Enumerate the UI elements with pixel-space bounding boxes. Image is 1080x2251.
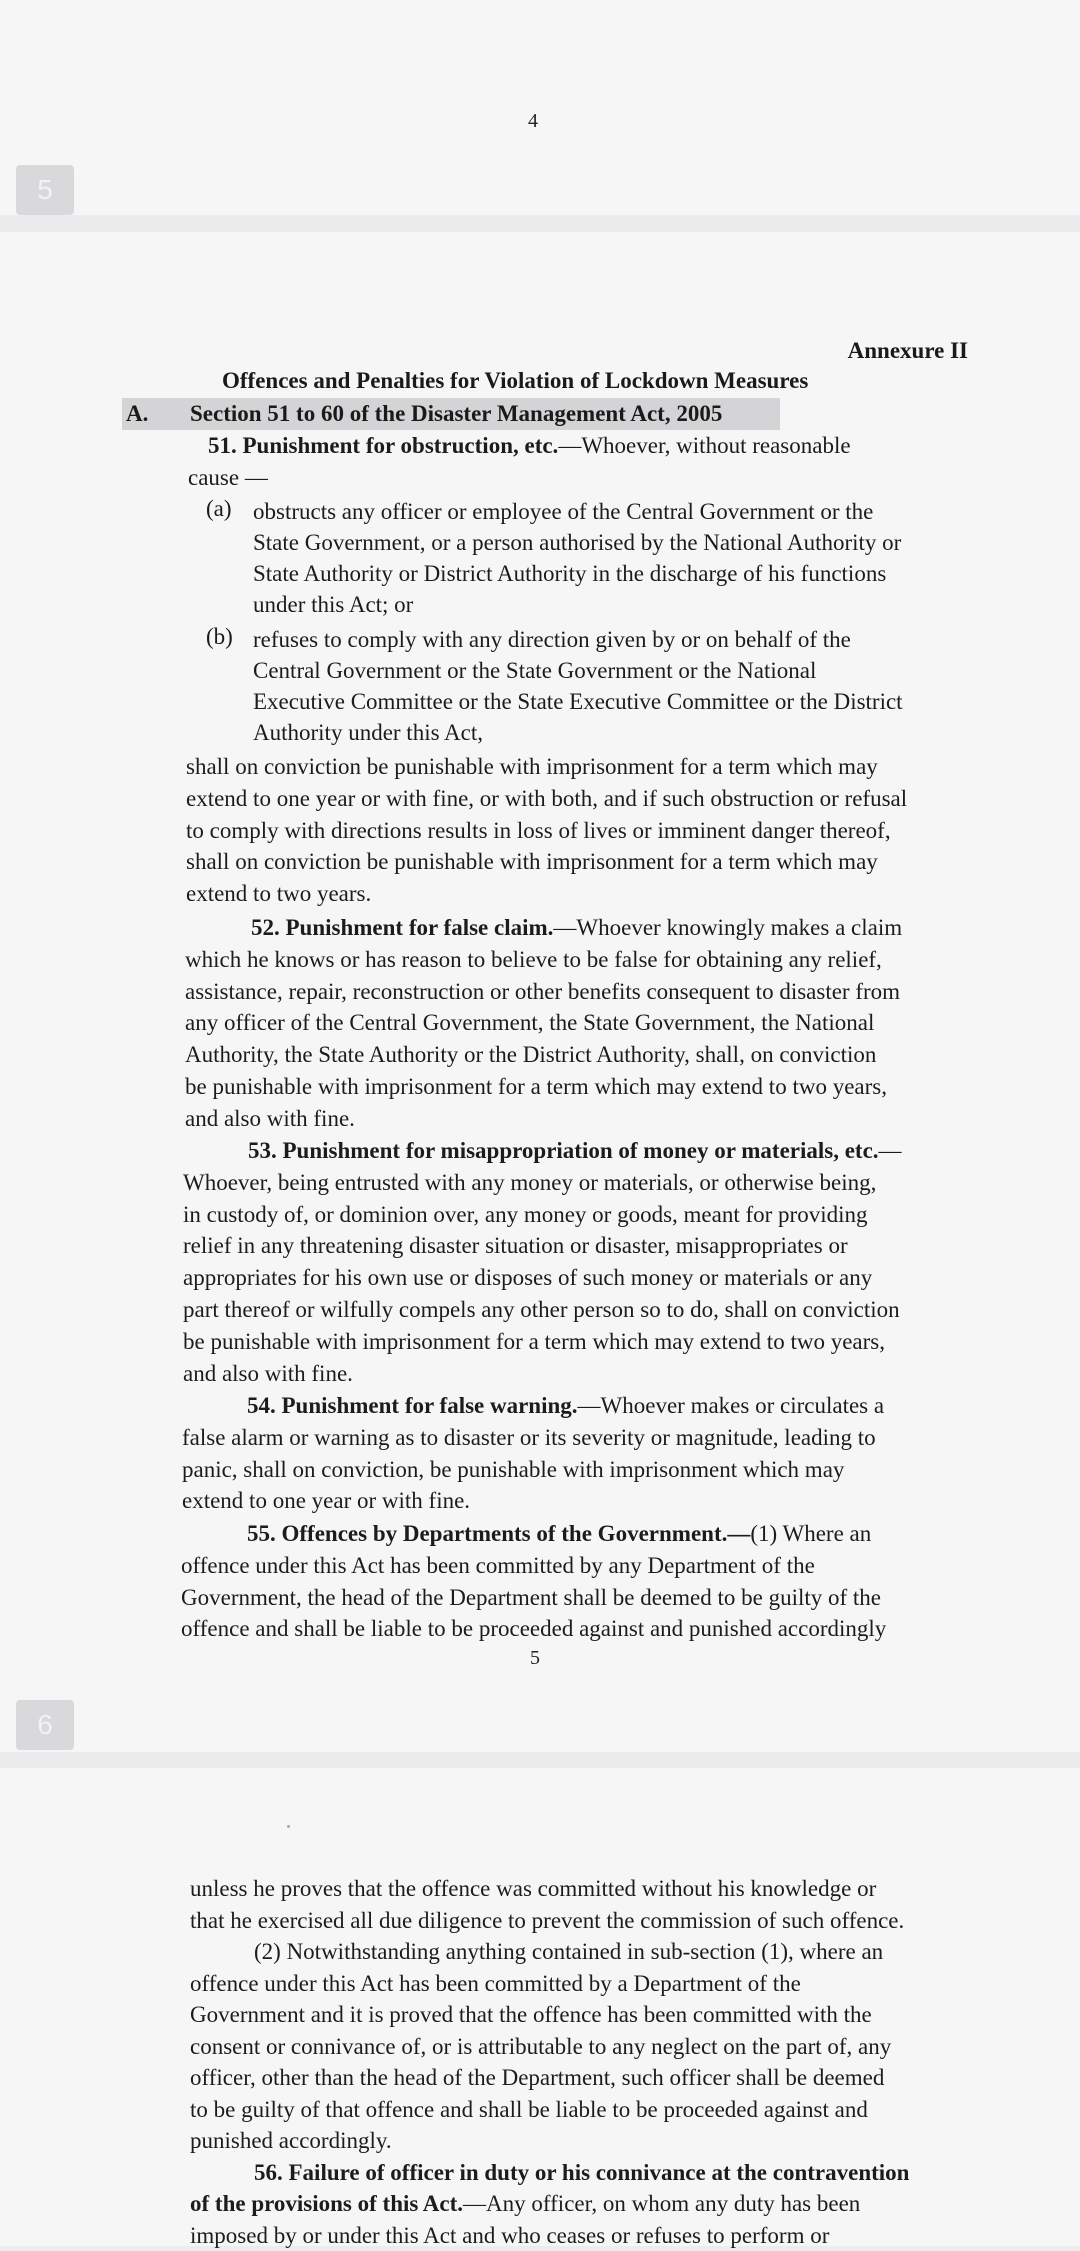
- s52-line-1: 52. Punishment for false claim.—Whoever knowingly makes a claim: [185, 912, 965, 944]
- clause-a-line: obstructs any officer or employee of the Central Government or the: [253, 496, 968, 527]
- clause-b-line: refuses to comply with any direction given by or on behalf of the: [253, 624, 968, 655]
- clause-a-line: under this Act; or: [253, 589, 968, 620]
- item-label-b: (b): [206, 624, 233, 650]
- continuation-line: that he exercised all due diligence to prevent the commission of such offence.: [190, 1905, 968, 1937]
- section-51: [188, 430, 966, 494]
- s55-line: offence and shall be liable to be proceeded against and punished accordingly: [181, 1613, 965, 1645]
- s55-heading: 55. Offences by Departments of the Government.—: [247, 1521, 750, 1546]
- s52-heading: 52. Punishment for false claim.: [251, 915, 553, 940]
- subsection-2-line: consent or connivance of, or is attributable to any neglect on the part of, any: [190, 2031, 968, 2063]
- subsection-2-line: punished accordingly.: [190, 2125, 968, 2157]
- clause-b-line: Executive Committee or the State Executive Committee or the District: [253, 686, 968, 717]
- s56-heading: 56. Failure of officer in duty or his connivance at the contravention: [254, 2160, 909, 2185]
- page-number: 5: [530, 1647, 540, 1670]
- clause-b-line: Central Government or the State Government or the National: [253, 655, 968, 686]
- page-number: 4: [528, 110, 538, 133]
- s53-line: in custody of, or dominion over, any money or goods, meant for providing: [183, 1199, 965, 1231]
- clause-b: [253, 624, 968, 748]
- s55-line-1: 55. Offences by Departments of the Government.—(1) Where an: [181, 1518, 965, 1550]
- s54-heading: 54. Punishment for false warning.: [247, 1393, 578, 1418]
- subsection-2-line: Government and it is proved that the offence has been committed with the: [190, 1999, 968, 2031]
- s51-line-1: 51. Punishment for obstruction, etc.—Whoever, without reasonable: [188, 430, 966, 462]
- s51-line-2: cause —: [188, 462, 966, 494]
- s52-line: which he knows or has reason to believe to be false for obtaining any relief,: [185, 944, 965, 976]
- section-letter: A.: [126, 398, 148, 430]
- s56-line-1: [190, 2157, 968, 2189]
- s54-line: false alarm or warning as to disaster or its severity or magnitude, leading to: [182, 1422, 965, 1454]
- s51-tail-line: to comply with directions results in loss of lives or imminent danger thereof,: [186, 815, 966, 847]
- s51-penalty: [186, 751, 966, 910]
- section-54: [182, 1390, 965, 1517]
- s55-line: offence under this Act has been committed by any Department of the: [181, 1550, 965, 1582]
- s53-heading: 53. Punishment for misappropriation of money or materials, etc.: [248, 1138, 879, 1163]
- s52-line: be punishable with imprisonment for a term which may extend to two years,: [185, 1071, 965, 1103]
- section-55: [181, 1518, 965, 1645]
- section-heading-highlighted: [122, 398, 780, 430]
- section-52: [185, 912, 965, 1135]
- s51-heading: 51. Punishment for obstruction, etc.: [208, 433, 558, 458]
- subsection-2-line: officer, other than the head of the Department, such officer shall be deemed: [190, 2062, 968, 2094]
- s51-tail-line: extend to one year or with fine, or with both, and if such obstruction or refusal: [186, 783, 966, 815]
- s53-line-1: 53. Punishment for misappropriation of money or materials, etc.—: [183, 1135, 965, 1167]
- s56-heading-cont: of the provisions of this Act.: [190, 2191, 463, 2216]
- clause-a-line: State Authority or District Authority in the discharge of his functions: [253, 558, 968, 589]
- subsection-2-line: offence under this Act has been committed by a Department of the: [190, 1968, 968, 2000]
- s53-line: and also with fine.: [183, 1358, 965, 1390]
- s53-line: Whoever, being entrusted with any money or materials, or otherwise being,: [183, 1167, 965, 1199]
- s51-tail-line: extend to two years.: [186, 878, 966, 910]
- page-4: [0, 0, 1080, 215]
- s53-line: relief in any threatening disaster situation or disaster, misappropriates or: [183, 1230, 965, 1262]
- clause-a-line: State Government, or a person authorised by the National Authority or: [253, 527, 968, 558]
- s52-line: assistance, repair, reconstruction or other benefits consequent to disaster from: [185, 976, 965, 1008]
- s55-line: Government, the head of the Department shall be deemed to be guilty of the: [181, 1582, 965, 1614]
- s53-line: be punishable with imprisonment for a term which may extend to two years,: [183, 1326, 965, 1358]
- s52-line: any officer of the Central Government, the State Government, the National: [185, 1007, 965, 1039]
- scan-speck: [287, 1825, 290, 1828]
- s56-line-3: imposed by or under this Act and who ceases or refuses to perform or: [190, 2220, 968, 2251]
- s53-line: part thereof or wilfully compels any other person so to do, shall on conviction: [183, 1294, 965, 1326]
- subsection-2-line-1: (2) Notwithstanding anything contained in sub-section (1), where an: [190, 1936, 968, 1968]
- clause-b-line: Authority under this Act,: [253, 717, 968, 748]
- s51-tail-line: shall on conviction be punishable with imprisonment for a term which may: [186, 846, 966, 878]
- item-label-a: (a): [206, 496, 232, 522]
- continuation-line: unless he proves that the offence was committed without his knowledge or: [190, 1873, 968, 1905]
- s54-line-1: 54. Punishment for false warning.—Whoever makes or circulates a: [182, 1390, 965, 1422]
- subsection-2-line: to be guilty of that offence and shall be liable to be proceeded against and: [190, 2094, 968, 2126]
- page-indicator-badge[interactable]: 5: [16, 165, 74, 215]
- section-title: Section 51 to 60 of the Disaster Management Act, 2005: [190, 398, 722, 430]
- s56-line-2: of the provisions of this Act.—Any officer, on whom any duty has been: [190, 2188, 968, 2220]
- clause-a: [253, 496, 968, 620]
- s54-line: extend to one year or with fine.: [182, 1485, 965, 1517]
- document-title: Offences and Penalties for Violation of Lockdown Measures: [222, 368, 808, 394]
- s51-tail-line: shall on conviction be punishable with imprisonment for a term which may: [186, 751, 966, 783]
- section-53: [183, 1135, 965, 1389]
- annexure-label: Annexure II: [848, 338, 968, 364]
- page6-continuation: [190, 1873, 968, 2251]
- s52-line: and also with fine.: [185, 1103, 965, 1135]
- page-indicator-badge[interactable]: 6: [16, 1700, 74, 1750]
- s53-line: appropriates for his own use or disposes of such money or materials or any: [183, 1262, 965, 1294]
- s52-line: Authority, the State Authority or the District Authority, shall, on conviction: [185, 1039, 965, 1071]
- s54-line: panic, shall on conviction, be punishable with imprisonment which may: [182, 1454, 965, 1486]
